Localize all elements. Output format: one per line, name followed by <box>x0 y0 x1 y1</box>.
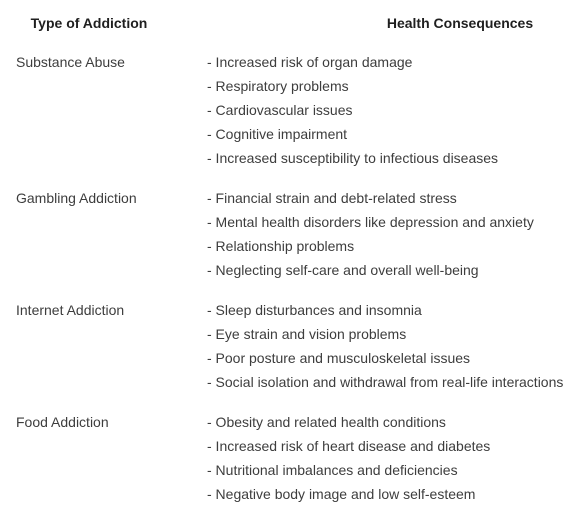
consequence-item: - Increased susceptibility to infectious diseases <box>207 150 499 166</box>
consequence-item: - Eye strain and vision problems <box>207 326 407 342</box>
consequence-item: - Nutritional imbalances and deficiencies <box>207 462 458 478</box>
consequence-list <box>207 298 583 394</box>
table-row <box>0 186 583 282</box>
consequence-item: - Negative body image and low self-esteem <box>207 486 476 502</box>
consequence-list <box>207 410 583 506</box>
table-body <box>0 50 583 522</box>
consequence-item: - Social isolation and withdrawal from real-life interactions <box>207 374 564 390</box>
addiction-type-cell: Substance Abuse <box>16 54 125 70</box>
addiction-type-cell: Internet Addiction <box>16 302 125 318</box>
consequence-item: - Sleep disturbances and insomnia <box>207 302 422 318</box>
table-row <box>0 50 583 170</box>
table-row <box>0 298 583 394</box>
consequence-item: - Cognitive impairment <box>207 126 348 142</box>
consequence-item: - Obesity and related health conditions <box>207 414 446 430</box>
consequence-item: - Neglecting self-care and overall well-being <box>207 262 479 278</box>
table-header <box>0 13 583 33</box>
column-header-health-consequences: Health Consequences <box>386 15 534 31</box>
addiction-type-cell: Gambling Addiction <box>16 190 137 206</box>
column-header-type: Type of Addiction <box>30 15 148 31</box>
consequence-item: - Financial strain and debt-related stress <box>207 190 457 206</box>
consequence-item: - Mental health disorders like depression and anxiety <box>207 214 534 230</box>
addiction-type-cell: Food Addiction <box>16 414 109 430</box>
consequence-item: - Cardiovascular issues <box>207 102 353 118</box>
consequence-item: - Relationship problems <box>207 238 355 254</box>
consequence-item: - Respiratory problems <box>207 78 349 94</box>
consequence-item: - Increased risk of organ damage <box>207 54 413 70</box>
consequence-list <box>207 186 583 282</box>
consequence-item: - Increased risk of heart disease and diabetes <box>207 438 491 454</box>
table-row <box>0 410 583 506</box>
consequence-list <box>207 50 583 170</box>
consequence-item: - Poor posture and musculoskeletal issues <box>207 350 471 366</box>
